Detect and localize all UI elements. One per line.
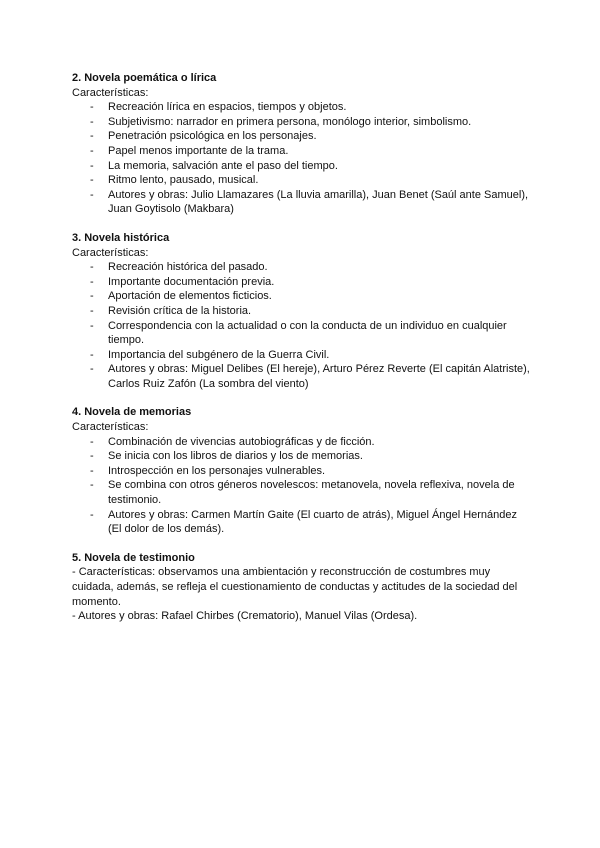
list-item-text: Autores y obras: Julio Llamazares (La lluvia amarilla), Juan Benet (Saúl ante Samuel), Juan Goytisolo (Makbara) [108,188,529,216]
section-novela-historica [72,231,532,392]
bullet-marker: - [90,261,94,274]
list-item-text: Revisión crítica de la historia. [108,304,252,317]
list-item [72,115,532,130]
list-item-text: Introspección en los personajes vulnerables. [108,464,326,477]
list-item [72,289,532,304]
bullet-marker: - [90,188,94,201]
bullet-marker: - [90,479,94,492]
list-item-text: Correspondencia con la actualidad o con la conducta de un individuo en cualquier tiempo. [108,319,507,347]
section-title: 5. Novela de testimonio [72,551,195,564]
document-page [72,71,532,638]
list-item [72,304,532,319]
list-item-text: Aportación de elementos ficticios. [108,290,272,303]
paragraph-caracteristicas: - Características: observamos una ambientación y reconstrucción de costumbres muy cuidada, además, se refleja el cuestionamiento de conductas y actitudes de la sociedad del momento. [72,566,518,608]
list-item-text: Subjetivismo: narrador en primera persona, monólogo interior, simbolismo. [108,115,472,128]
list-item [72,435,532,450]
bullet-marker: - [90,363,94,376]
bullet-marker: - [90,319,94,332]
list-item [72,478,532,507]
list-item [72,188,532,217]
list-item-text: Ritmo lento, pausado, musical. [108,174,259,187]
bullet-marker: - [90,304,94,317]
list-item-text: Se inicia con los libros de diarios y los de memorias. [108,450,363,463]
list-item-text: Recreación histórica del pasado. [108,261,268,274]
bullet-marker: - [90,101,94,114]
section-title: 2. Novela poemática o lírica [72,72,217,84]
section-novela-poematica [72,71,532,217]
list-item [72,449,532,464]
list-item [72,348,532,363]
list-item-text: Importancia del subgénero de la Guerra Civil. [108,348,330,361]
section-novela-memorias [72,405,532,536]
section-title: 3. Novela histórica [72,231,170,244]
section-title: 4. Novela de memorias [72,406,192,419]
bullet-marker: - [90,130,94,143]
list-item-text: Penetración psicológica en los personajes. [108,130,317,143]
bullet-list [72,100,532,217]
list-item-text: Recreación lírica en espacios, tiempos y objetos. [108,101,347,114]
list-item [72,508,532,537]
bullet-marker: - [90,290,94,303]
list-item [72,100,532,115]
bullet-marker: - [90,435,94,448]
bullet-marker: - [90,174,94,187]
list-item [72,275,532,290]
section-label: Características: [72,421,149,434]
list-item-text: Autores y obras: Miguel Delibes (El hereje), Arturo Pérez Reverte (El capitán Alatriste), Carlos Ruiz Zafón (La sombra del viento) [108,363,530,390]
list-item-text: Combinación de vivencias autobiográficas y de ficción. [108,435,375,448]
list-item-text: Se combina con otros géneros novelescos: metanovela, novela reflexiva, novela de testimonio. [108,479,515,507]
list-item [72,260,532,275]
bullet-list [72,435,532,537]
list-item [72,144,532,159]
bullet-marker: - [90,115,94,128]
list-item [72,464,532,479]
list-item [72,173,532,188]
bullet-list [72,260,532,391]
list-item-text: Papel menos importante de la trama. [108,144,289,157]
bullet-marker: - [90,348,94,361]
list-item [72,159,532,174]
list-item [72,362,532,391]
list-item [72,319,532,348]
paragraph-autores: - Autores y obras: Rafael Chirbes (Crematorio), Manuel Vilas (Ordesa). [72,610,418,623]
list-item-text: Importante documentación previa. [108,275,275,288]
bullet-marker: - [90,508,94,521]
list-item-text: La memoria, salvación ante el paso del tiempo. [108,159,338,172]
bullet-marker: - [90,144,94,157]
section-label: Características: [72,86,149,99]
section-label: Características: [72,246,149,259]
list-item [72,129,532,144]
bullet-marker: - [90,464,94,477]
list-item-text: Autores y obras: Carmen Martín Gaite (El cuarto de atrás), Miguel Ángel Hernández (El dolor de los demás). [108,508,518,536]
bullet-marker: - [90,159,94,172]
bullet-marker: - [90,450,94,463]
section-novela-testimonio [72,551,532,624]
bullet-marker: - [90,275,94,288]
